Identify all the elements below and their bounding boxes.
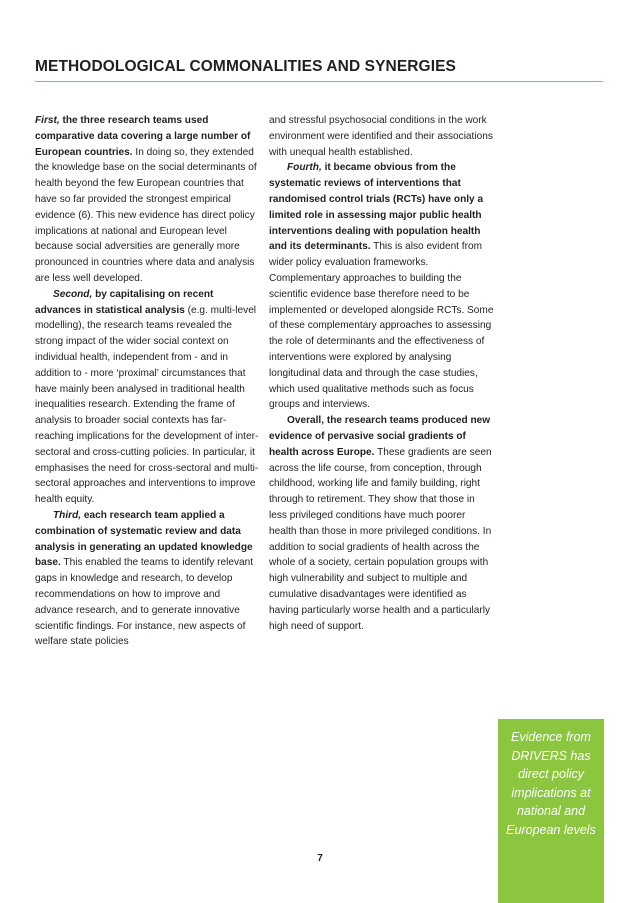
left-column [35,113,261,650]
lead-ordinal: First, [35,115,60,126]
lead-bold-text: the three research teams used comparative data covering a large number of European countries. [35,115,251,158]
paragraph-second [35,287,261,508]
lead-ordinal: Second, [53,288,93,300]
lead-bold [269,162,483,252]
right-column [269,113,495,634]
callout-box [498,719,604,903]
lead-bold-text: each research team applied a combination of systematic review and data analysis in generating an updated knowledge base. [35,509,253,569]
callout-text: Evidence from DRIVERS has direct policy implications at national and European levels [506,730,596,837]
heading-rule [35,81,603,82]
paragraph-first [35,113,261,287]
page-number: 7 [317,853,323,864]
paragraph-text: (e.g. multi-level modelling), the research teams revealed the strong impact of the wider social context on individual health, independent from - and in addition to - more ‘proximal’ circumstances that have mainly been analysed in traditional health inequalities research. Extending the frame of analysis to broader social contexts has far-reaching implications for the development of inter-sectoral and cross-cutting policies. In particular, it emphasises the need for cross-sectoral and multi-sectoral approaches and interventions to improve health equity. [35,304,259,506]
paragraph-overall [269,413,495,634]
lead-bold-text: it became obvious from the systematic reviews of interventions that randomised control trials (RCTs) have only a limited role in assessing major public health interventions dealing with population health and its determinants. [269,162,484,253]
paragraph-fourth [269,160,495,413]
paragraph-text: This enabled the teams to identify relevant gaps in knowledge and research, to develop recommendations on how to improve and advance research, and to generate innovative scientific findings. For instance, new aspects of welfare state policies [35,557,254,648]
lead-bold-text: by capitalising on recent advances in statistical analysis [35,288,214,316]
paragraph-text: These gradients are seen across the life course, from conception, through childhood, working life and family building, right through to retirement. They show that those in less privileged conditions have much poorer health than those in more privileged conditions. In addition to social gradients of health across the whole of a society, certain population groups with high vulnerability and subject to multiple and cumulative disadvantages were identified as having particularly worse health and a particularly high need of support. [269,446,492,632]
paragraph-third [35,508,261,650]
paragraph-continued: and stressful psychosocial conditions in the work environment were identified and their associations with unequal health established. [269,115,493,158]
section-heading: METHODOLOGICAL COMMONALITIES AND SYNERGIES [35,58,456,75]
paragraph-text: This is also evident from wider policy evaluation frameworks. Complementary approaches to building the scientific evidence base therefore need to be implemented or developed alongside RCTs. Some of these complementary approaches to assessing the role of determinants and the effectiveness of interventions were explored by analysing longitudinal data and through the case studies, which used qualitative methods such as focus groups and interviews. [269,241,494,411]
paragraph-text: In doing so, they extended the knowledge base on the social determinants of health beyond the few European countries that have so far provided the strongest empirical evidence (6). This new evidence has direct policy implications at national and European level because social adversities are generally more pronounced in countries where data and analysis are less well developed. [35,146,257,284]
lead-bold-text: Overall, the research teams produced new evidence of pervasive social gradients of health across Europe. [269,415,491,458]
lead-ordinal: Third, [53,509,82,521]
lead-ordinal: Fourth, [287,162,322,174]
